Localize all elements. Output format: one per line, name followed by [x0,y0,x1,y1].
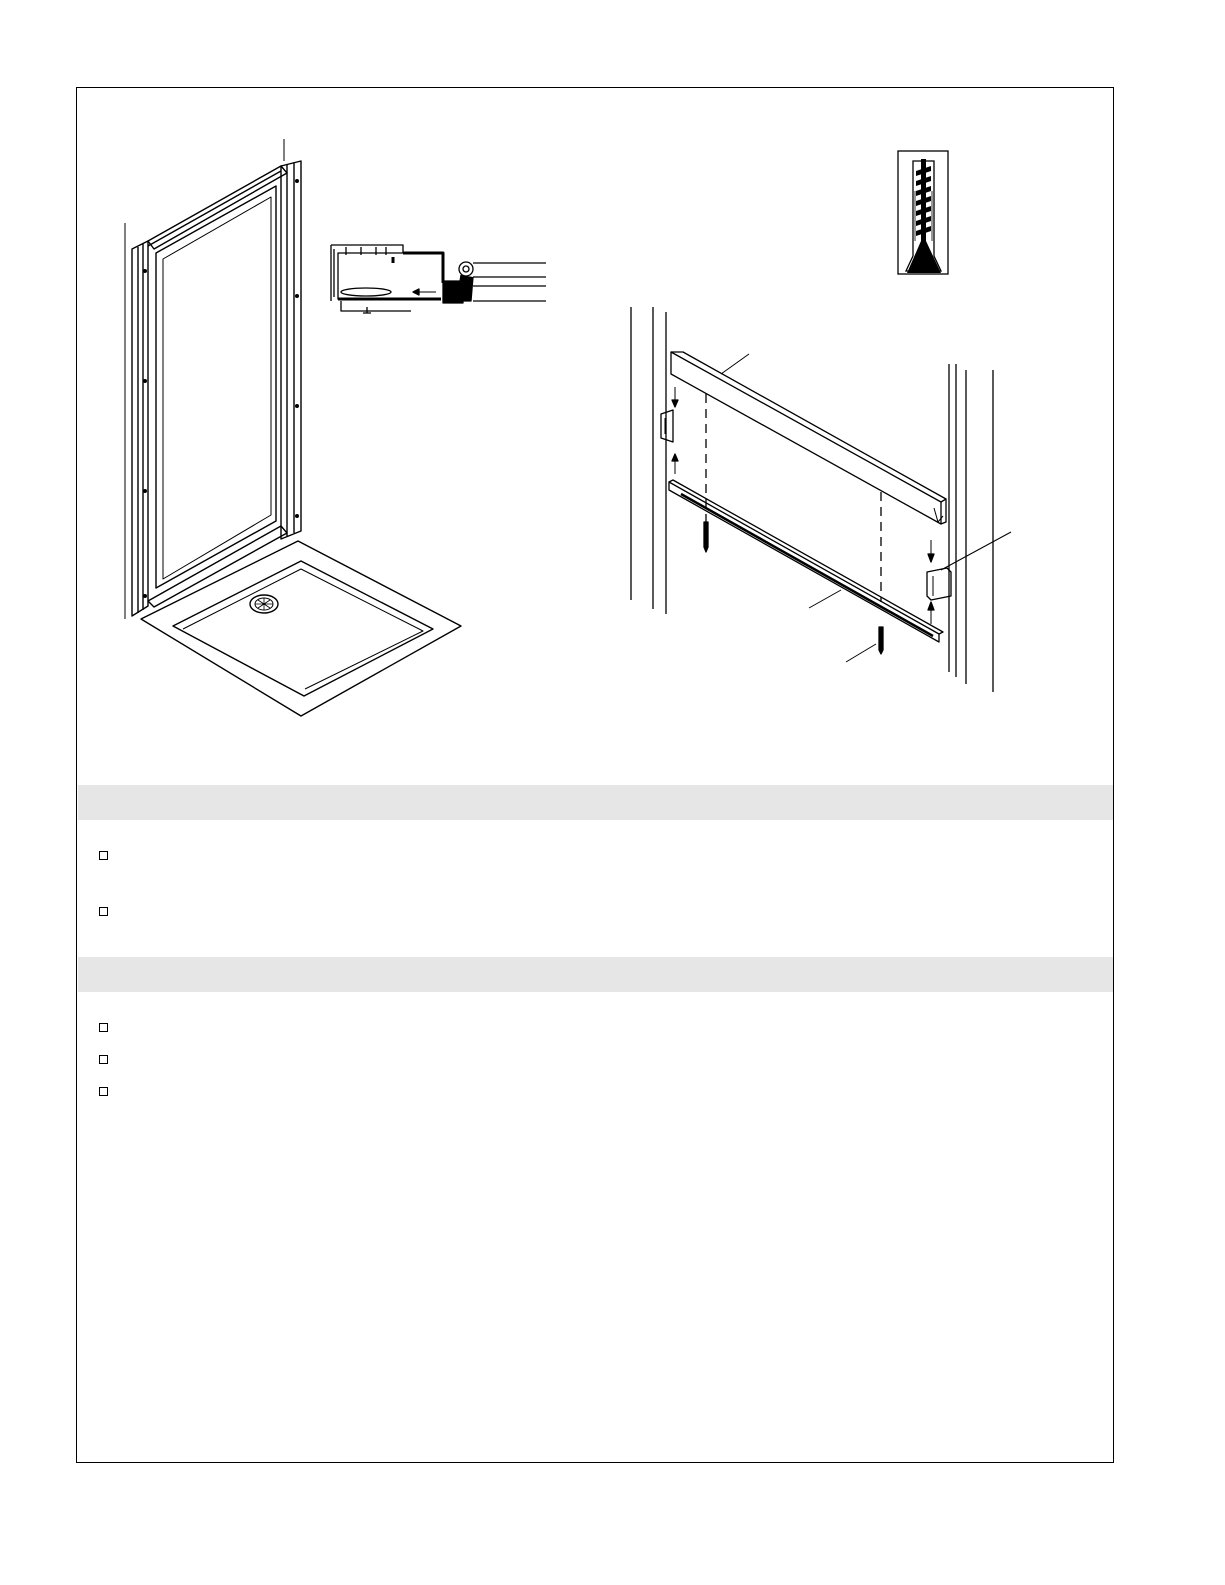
section-heading-band-1 [78,785,1113,820]
page-frame [76,87,1114,1463]
wall-rail-figure [597,298,1077,798]
checkbox[interactable] [99,1087,108,1096]
section-heading-band-2 [78,957,1113,992]
checkbox[interactable] [99,1055,108,1064]
screw-anchor-inset [895,148,955,278]
checkbox[interactable] [99,907,108,916]
shower-enclosure-figure [107,133,607,733]
checkbox[interactable] [99,1023,108,1032]
checkbox[interactable] [99,851,108,860]
